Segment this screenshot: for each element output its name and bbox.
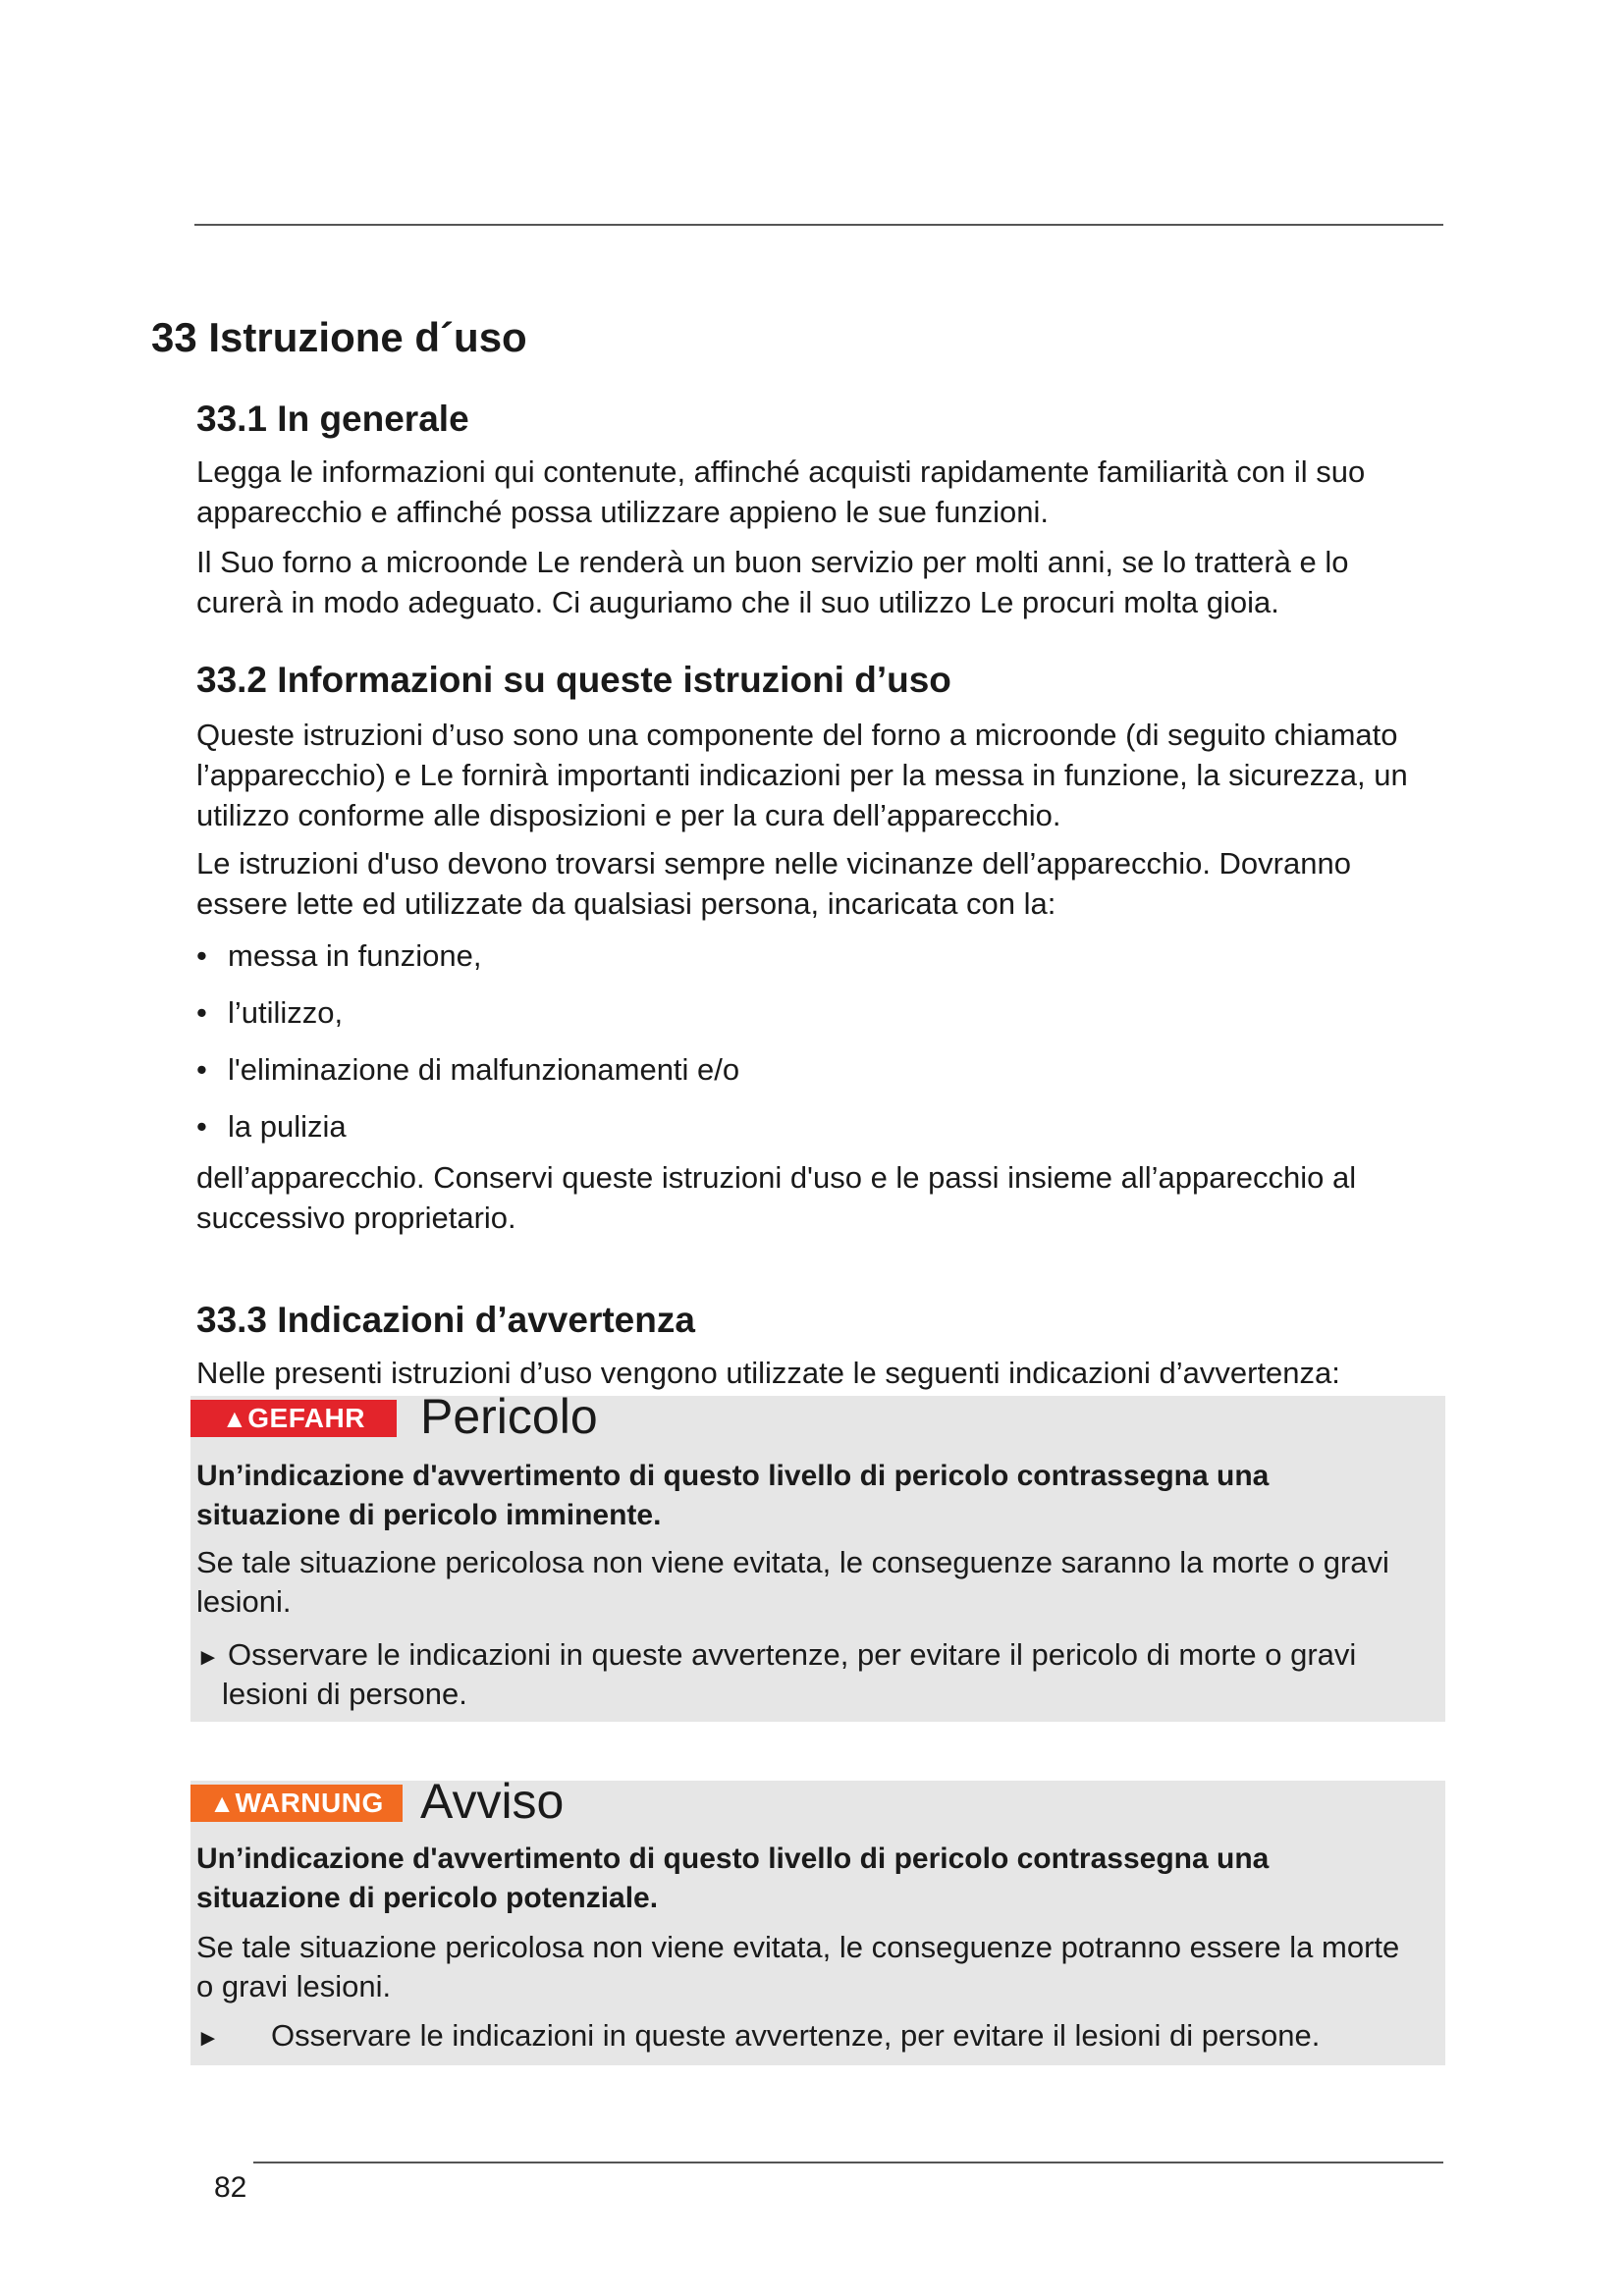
warning-bold-line: situazione di pericolo potenziale. bbox=[196, 1882, 659, 1914]
list-item: • l'eliminazione di malfunzionamenti e/o bbox=[196, 1041, 1443, 1098]
section-heading-instructions: 33.2 Informazioni su queste istruzioni d’uso bbox=[196, 660, 951, 700]
paragraph-line: dell’apparecchio. Conservi queste istruzioni d'uso e le passi insieme all’apparecchio al bbox=[196, 1160, 1357, 1195]
warning-triangle-icon: ▲ bbox=[222, 1404, 248, 1433]
warning-title: Avviso bbox=[420, 1774, 565, 1829]
warning-badge: ▲WARNUNG bbox=[190, 1785, 403, 1822]
page-number: 82 bbox=[214, 2171, 247, 2204]
section-heading-warnings: 33.3 Indicazioni d’avvertenza bbox=[196, 1300, 695, 1340]
section-about-instructions bbox=[196, 660, 1443, 1238]
list-item: • l’utilizzo, bbox=[196, 985, 1443, 1041]
warning-text-line: o gravi lesioni. bbox=[196, 1969, 392, 2003]
chapter-title: 33 Istruzione d´uso bbox=[151, 314, 527, 360]
paragraph-line: curerà in modo adeguato. Ci auguriamo che il suo utilizzo Le procuri molta gioia. bbox=[196, 585, 1279, 619]
header-rule bbox=[194, 224, 1443, 226]
warning-triangle-icon: ▲ bbox=[209, 1789, 236, 1818]
danger-bold-line: Un’indicazione d'avvertimento di questo livello di pericolo contrassegna una bbox=[196, 1460, 1270, 1492]
danger-bold-line: situazione di pericolo imminente. bbox=[196, 1499, 662, 1531]
section-general bbox=[196, 399, 1443, 622]
warning-bold-line: Un’indicazione d'avvertimento di questo livello di pericolo contrassegna una bbox=[196, 1842, 1270, 1875]
danger-box bbox=[190, 1389, 1445, 1722]
paragraph-line: utilizzo conforme alle disposizioni e per la cura dell’apparecchio. bbox=[196, 798, 1061, 832]
danger-text-line: Se tale situazione pericolosa non viene evitata, le conseguenze saranno la morte o gravi bbox=[196, 1545, 1389, 1579]
danger-text-line: lesioni. bbox=[196, 1584, 292, 1619]
bullet-list bbox=[196, 928, 1443, 1155]
section-heading-general: 33.1 In generale bbox=[196, 399, 469, 439]
paragraph-line: successivo proprietario. bbox=[196, 1201, 516, 1235]
warning-action: ► Osservare le indicazioni in queste avvertenze, per evitare il lesioni di persone. bbox=[196, 2016, 1434, 2058]
danger-badge: ▲GEFAHR bbox=[190, 1400, 397, 1437]
warning-box bbox=[190, 1774, 1445, 2065]
arrow-right-icon: ► bbox=[196, 1644, 220, 1671]
list-item: • la pulizia bbox=[196, 1098, 1443, 1155]
paragraph-line: Nelle presenti istruzioni d’uso vengono utilizzate le seguenti indicazioni d’avvertenza: bbox=[196, 1356, 1340, 1390]
danger-title: Pericolo bbox=[420, 1389, 598, 1444]
danger-action-cont: lesioni di persone. bbox=[222, 1677, 467, 1711]
section-warnings bbox=[196, 1300, 1443, 1393]
arrow-right-icon: ► bbox=[196, 2025, 220, 2052]
paragraph-line: apparecchio e affinché possa utilizzare appieno le sue funzioni. bbox=[196, 495, 1049, 529]
paragraph-line: Legga le informazioni qui contenute, affinché acquisti rapidamente familiarità con il suo bbox=[196, 454, 1366, 489]
paragraph-line: Le istruzioni d'uso devono trovarsi sempre nelle vicinanze dell’apparecchio. Dovranno bbox=[196, 846, 1351, 881]
footer-rule bbox=[253, 2162, 1443, 2163]
list-item: • messa in funzione, bbox=[196, 928, 1443, 985]
warning-text-line: Se tale situazione pericolosa non viene evitata, le conseguenze potranno essere la morte bbox=[196, 1930, 1400, 1964]
paragraph-line: Queste istruzioni d’uso sono una componente del forno a microonde (di seguito chiamato bbox=[196, 718, 1398, 752]
paragraph-line: Il Suo forno a microonde Le renderà un buon servizio per molti anni, se lo tratterà e lo bbox=[196, 545, 1349, 579]
paragraph-line: essere lette ed utilizzate da qualsiasi persona, incaricata con la: bbox=[196, 886, 1056, 921]
paragraph-line: l’apparecchio) e Le fornirà importanti indicazioni per la messa in funzione, la sicurezza, un bbox=[196, 758, 1408, 792]
danger-action: ► Osservare le indicazioni in queste avvertenze, per evitare il pericolo di morte o gravi bbox=[196, 1635, 1434, 1678]
